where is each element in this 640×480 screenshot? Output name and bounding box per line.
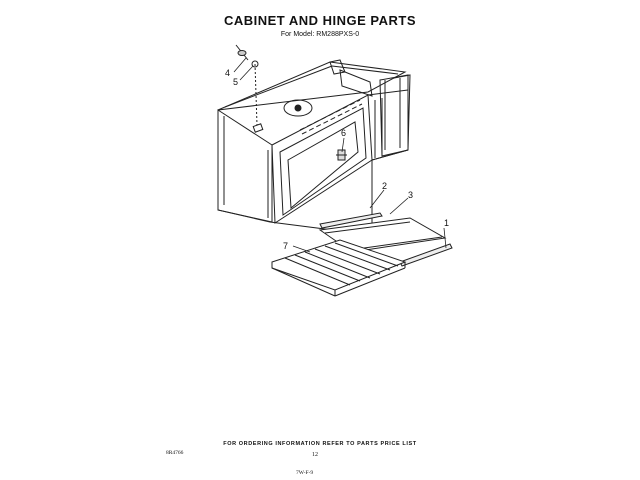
model-subtitle: For Model: RM288PXS-0	[280, 31, 360, 38]
hinge	[336, 150, 347, 160]
oven-rack	[272, 240, 405, 296]
revision-code: 7W-F-9	[296, 470, 314, 476]
cabinet-body	[218, 60, 410, 235]
callout-3: 3	[408, 190, 414, 200]
callout-1: 1	[444, 218, 450, 228]
callout-5: 5	[233, 77, 239, 87]
side-rail	[400, 244, 452, 266]
callout-6: 6	[341, 128, 347, 138]
callout-4: 4	[225, 68, 231, 78]
page-title: CABINET AND HINGE PARTS	[223, 13, 417, 28]
callout-2: 2	[382, 181, 388, 191]
document-code: 8R4766	[166, 450, 184, 456]
page-number: 12	[312, 452, 318, 458]
callout-7: 7	[283, 241, 289, 251]
ordering-note: FOR ORDERING INFORMATION REFER TO PARTS PRICE LIST	[223, 441, 417, 447]
